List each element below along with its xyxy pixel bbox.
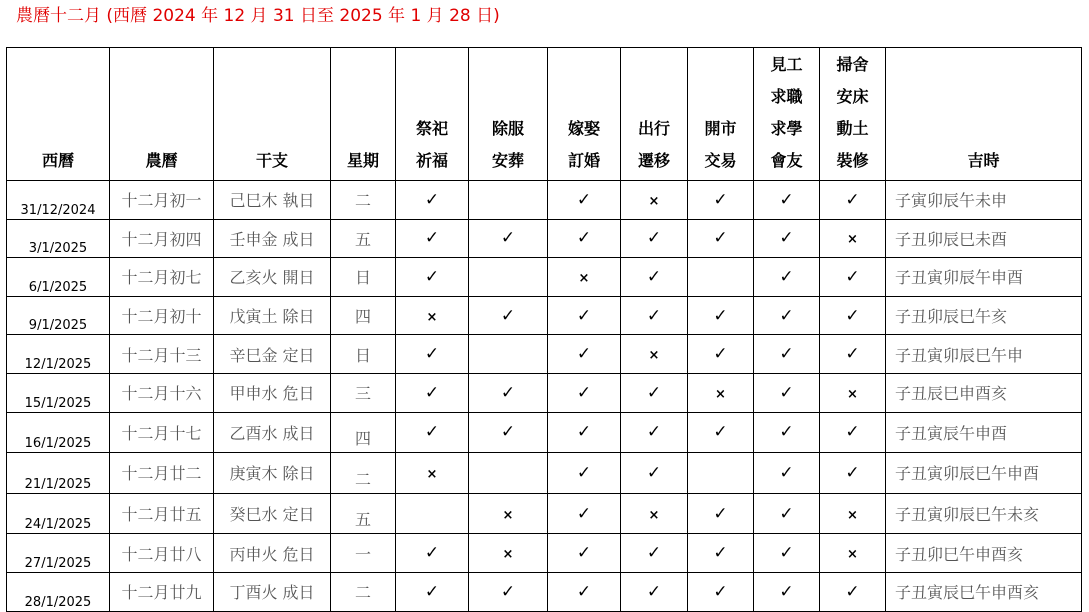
check-icon: ✓ bbox=[646, 228, 662, 249]
activity-cell bbox=[548, 296, 621, 335]
header-line: 求職 bbox=[770, 87, 803, 106]
activity-cell bbox=[820, 219, 886, 258]
activity-cell bbox=[621, 181, 688, 220]
activity-cell bbox=[688, 534, 754, 573]
check-icon: ✓ bbox=[424, 344, 440, 365]
check-icon: ✓ bbox=[424, 266, 440, 287]
activity-cell bbox=[396, 219, 469, 258]
header-line: 裝修 bbox=[836, 151, 869, 170]
gregorian-date-cell: 16/1/2025 bbox=[7, 412, 110, 453]
activity-cell bbox=[754, 572, 820, 611]
activity-cell bbox=[754, 373, 820, 412]
cross-icon: × bbox=[847, 547, 858, 563]
page-title: 農曆十二月 (西曆 2024 年 12 月 31 日至 2025 年 1 月 28 日) bbox=[16, 6, 500, 26]
activity-cell bbox=[396, 412, 469, 453]
header-lunar: 農曆 bbox=[110, 48, 214, 181]
lunar-date-cell: 十二月十三 bbox=[110, 335, 214, 374]
ganzhi-cell: 戊寅土 除日 bbox=[214, 296, 331, 335]
activity-cell bbox=[548, 258, 621, 297]
activity-cell bbox=[396, 534, 469, 573]
activity-cell bbox=[688, 335, 754, 374]
ganzhi-cell: 甲申水 危日 bbox=[214, 373, 331, 412]
check-icon: ✓ bbox=[845, 344, 860, 365]
table-row bbox=[7, 453, 1082, 494]
check-icon: ✓ bbox=[845, 189, 860, 210]
activity-cell bbox=[621, 412, 688, 453]
check-icon: ✓ bbox=[646, 305, 662, 326]
check-icon: ✓ bbox=[576, 382, 592, 403]
weekday-cell: 四 bbox=[331, 296, 396, 335]
header-weekday: 星期 bbox=[331, 48, 396, 181]
check-icon: ✓ bbox=[576, 228, 592, 249]
activity-cell bbox=[688, 572, 754, 611]
weekday-cell: 二 bbox=[331, 453, 396, 494]
activity-cell bbox=[396, 181, 469, 220]
check-icon: ✓ bbox=[779, 382, 794, 403]
check-icon: ✓ bbox=[500, 581, 516, 602]
gregorian-date-cell: 28/1/2025 bbox=[7, 572, 110, 611]
activity-cell bbox=[621, 258, 688, 297]
weekday-cell: 五 bbox=[331, 219, 396, 258]
activity-cell bbox=[754, 453, 820, 494]
header-business bbox=[688, 48, 754, 181]
cross-icon: × bbox=[847, 507, 858, 523]
check-icon: ✓ bbox=[713, 305, 728, 326]
activity-cell bbox=[396, 335, 469, 374]
header-line: 嫁娶 bbox=[567, 119, 600, 138]
activity-cell bbox=[548, 572, 621, 611]
check-icon: ✓ bbox=[646, 422, 662, 443]
lunar-date-cell: 十二月初十 bbox=[110, 296, 214, 335]
check-icon: ✓ bbox=[779, 581, 794, 602]
activity-cell bbox=[396, 493, 469, 534]
table-row bbox=[7, 534, 1082, 573]
auspicious-hours-cell: 子丑寅辰午申酉 bbox=[886, 412, 1082, 453]
cross-icon: × bbox=[578, 270, 590, 286]
header-house bbox=[820, 48, 886, 181]
check-icon: ✓ bbox=[576, 543, 592, 564]
activity-cell bbox=[688, 453, 754, 494]
gregorian-date-cell: 21/1/2025 bbox=[7, 453, 110, 494]
check-icon: ✓ bbox=[646, 462, 662, 483]
check-icon: ✓ bbox=[779, 422, 794, 443]
check-icon: ✓ bbox=[779, 266, 794, 287]
activity-cell bbox=[688, 412, 754, 453]
activity-cell bbox=[820, 572, 886, 611]
ganzhi-cell: 乙亥火 開日 bbox=[214, 258, 331, 297]
check-icon: ✓ bbox=[713, 503, 728, 524]
header-job bbox=[754, 48, 820, 181]
check-icon: ✓ bbox=[500, 305, 516, 326]
activity-cell bbox=[548, 219, 621, 258]
weekday-cell: 二 bbox=[331, 181, 396, 220]
cross-icon: × bbox=[648, 193, 660, 209]
check-icon: ✓ bbox=[845, 462, 860, 483]
table-row bbox=[7, 219, 1082, 258]
header-line: 祭祀 bbox=[415, 119, 448, 138]
header-marriage bbox=[548, 48, 621, 181]
activity-cell bbox=[820, 453, 886, 494]
table-row bbox=[7, 493, 1082, 534]
activity-cell bbox=[621, 534, 688, 573]
cross-icon: × bbox=[502, 507, 514, 523]
lunar-date-cell: 十二月十六 bbox=[110, 373, 214, 412]
ganzhi-cell: 丙申火 危日 bbox=[214, 534, 331, 573]
lunar-date-cell: 十二月廿九 bbox=[110, 572, 214, 611]
ganzhi-cell: 壬申金 成日 bbox=[214, 219, 331, 258]
check-icon: ✓ bbox=[779, 462, 794, 483]
header-mourning bbox=[469, 48, 548, 181]
activity-cell bbox=[469, 412, 548, 453]
activity-cell bbox=[621, 453, 688, 494]
activity-cell bbox=[621, 335, 688, 374]
check-icon: ✓ bbox=[779, 189, 794, 210]
activity-cell bbox=[396, 453, 469, 494]
cross-icon: × bbox=[426, 466, 438, 482]
weekday-cell: 三 bbox=[331, 373, 396, 412]
check-icon: ✓ bbox=[713, 189, 728, 210]
weekday-cell: 日 bbox=[331, 258, 396, 297]
auspicious-hours-cell: 子寅卯辰午未申 bbox=[886, 181, 1082, 220]
table-row bbox=[7, 572, 1082, 611]
ganzhi-cell: 癸巳水 定日 bbox=[214, 493, 331, 534]
activity-cell bbox=[754, 534, 820, 573]
activity-cell bbox=[688, 181, 754, 220]
check-icon: ✓ bbox=[646, 382, 662, 403]
activity-cell bbox=[548, 181, 621, 220]
check-icon: ✓ bbox=[779, 344, 794, 365]
activity-cell bbox=[548, 534, 621, 573]
gregorian-date-cell: 27/1/2025 bbox=[7, 534, 110, 573]
activity-cell bbox=[820, 534, 886, 573]
auspicious-hours-cell: 子丑卯辰巳未酉 bbox=[886, 219, 1082, 258]
check-icon: ✓ bbox=[713, 543, 728, 564]
activity-cell bbox=[396, 296, 469, 335]
auspicious-hours-cell: 子丑寅辰巳午申酉亥 bbox=[886, 572, 1082, 611]
check-icon: ✓ bbox=[576, 305, 592, 326]
activity-cell bbox=[621, 572, 688, 611]
cross-icon: × bbox=[502, 547, 514, 563]
lunar-date-cell: 十二月廿五 bbox=[110, 493, 214, 534]
gregorian-date-cell: 6/1/2025 bbox=[7, 258, 110, 297]
check-icon: ✓ bbox=[424, 581, 440, 602]
auspicious-hours-cell: 子丑寅卯辰巳午申酉 bbox=[886, 453, 1082, 494]
table-row bbox=[7, 335, 1082, 374]
almanac-table bbox=[6, 47, 1082, 612]
table-row bbox=[7, 412, 1082, 453]
check-icon: ✓ bbox=[576, 422, 592, 443]
check-icon: ✓ bbox=[713, 422, 728, 443]
activity-cell bbox=[469, 493, 548, 534]
check-icon: ✓ bbox=[646, 543, 662, 564]
lunar-date-cell: 十二月初四 bbox=[110, 219, 214, 258]
table-row bbox=[7, 258, 1082, 297]
ganzhi-cell: 丁酉火 成日 bbox=[214, 572, 331, 611]
lunar-date-cell: 十二月初七 bbox=[110, 258, 214, 297]
auspicious-hours-cell: 子丑寅卯辰午申酉 bbox=[886, 258, 1082, 297]
activity-cell bbox=[621, 373, 688, 412]
activity-cell bbox=[688, 493, 754, 534]
gregorian-date-cell: 15/1/2025 bbox=[7, 373, 110, 412]
auspicious-hours-cell: 子丑寅卯辰巳午未亥 bbox=[886, 493, 1082, 534]
auspicious-hours-cell: 子丑寅卯辰巳午申 bbox=[886, 335, 1082, 374]
lunar-date-cell: 十二月初一 bbox=[110, 181, 214, 220]
header-line: 安床 bbox=[836, 87, 869, 106]
check-icon: ✓ bbox=[845, 266, 860, 287]
header-line: 開市 bbox=[704, 119, 737, 138]
check-icon: ✓ bbox=[576, 344, 592, 365]
activity-cell bbox=[469, 572, 548, 611]
check-icon: ✓ bbox=[779, 543, 794, 564]
activity-cell bbox=[469, 258, 548, 297]
activity-cell bbox=[688, 296, 754, 335]
cross-icon: × bbox=[648, 507, 660, 523]
check-icon: ✓ bbox=[845, 581, 860, 602]
check-icon: ✓ bbox=[424, 422, 440, 443]
activity-cell bbox=[621, 219, 688, 258]
check-icon: ✓ bbox=[646, 581, 662, 602]
header-line: 除服 bbox=[491, 119, 524, 138]
ganzhi-cell: 己巳木 執日 bbox=[214, 181, 331, 220]
activity-cell bbox=[754, 335, 820, 374]
check-icon: ✓ bbox=[576, 189, 592, 210]
activity-cell bbox=[469, 181, 548, 220]
weekday-cell: 四 bbox=[331, 412, 396, 453]
header-hours: 吉時 bbox=[886, 48, 1082, 181]
activity-cell bbox=[754, 258, 820, 297]
auspicious-hours-cell: 子丑辰巳申酉亥 bbox=[886, 373, 1082, 412]
check-icon: ✓ bbox=[713, 344, 728, 365]
check-icon: ✓ bbox=[500, 228, 516, 249]
activity-cell bbox=[469, 534, 548, 573]
activity-cell bbox=[820, 493, 886, 534]
activity-cell bbox=[688, 258, 754, 297]
activity-cell bbox=[754, 219, 820, 258]
gregorian-date-cell: 24/1/2025 bbox=[7, 493, 110, 534]
activity-cell bbox=[754, 493, 820, 534]
header-line: 求學 bbox=[770, 119, 803, 138]
activity-cell bbox=[820, 181, 886, 220]
table-row bbox=[7, 373, 1082, 412]
activity-cell bbox=[820, 335, 886, 374]
lunar-date-cell: 十二月廿八 bbox=[110, 534, 214, 573]
header-line: 訂婚 bbox=[567, 151, 600, 170]
activity-cell bbox=[469, 219, 548, 258]
check-icon: ✓ bbox=[500, 382, 516, 403]
table-row bbox=[7, 181, 1082, 220]
check-icon: ✓ bbox=[576, 581, 592, 602]
check-icon: ✓ bbox=[845, 305, 860, 326]
header-travel bbox=[621, 48, 688, 181]
check-icon: ✓ bbox=[576, 462, 592, 483]
auspicious-hours-cell: 子丑卯巳午申酉亥 bbox=[886, 534, 1082, 573]
gregorian-date-cell: 12/1/2025 bbox=[7, 335, 110, 374]
header-ganzhi: 干支 bbox=[214, 48, 331, 181]
check-icon: ✓ bbox=[424, 189, 440, 210]
weekday-cell: 日 bbox=[331, 335, 396, 374]
header-line: 交易 bbox=[704, 151, 737, 170]
lunar-date-cell: 十二月十七 bbox=[110, 412, 214, 453]
activity-cell bbox=[548, 335, 621, 374]
activity-cell bbox=[820, 258, 886, 297]
cross-icon: × bbox=[847, 386, 858, 402]
check-icon: ✓ bbox=[500, 422, 516, 443]
activity-cell bbox=[621, 296, 688, 335]
activity-cell bbox=[396, 373, 469, 412]
activity-cell bbox=[469, 296, 548, 335]
weekday-cell: 一 bbox=[331, 534, 396, 573]
auspicious-hours-cell: 子丑卯辰巳午亥 bbox=[886, 296, 1082, 335]
activity-cell bbox=[820, 373, 886, 412]
activity-cell bbox=[754, 296, 820, 335]
activity-cell bbox=[688, 219, 754, 258]
header-gregorian: 西曆 bbox=[7, 48, 110, 181]
activity-cell bbox=[396, 258, 469, 297]
gregorian-date-cell: 3/1/2025 bbox=[7, 219, 110, 258]
weekday-cell: 五 bbox=[331, 493, 396, 534]
check-icon: ✓ bbox=[779, 503, 794, 524]
check-icon: ✓ bbox=[576, 503, 592, 524]
check-icon: ✓ bbox=[424, 228, 440, 249]
cross-icon: × bbox=[648, 348, 660, 364]
activity-cell bbox=[396, 572, 469, 611]
activity-cell bbox=[469, 373, 548, 412]
check-icon: ✓ bbox=[713, 581, 728, 602]
header-row bbox=[7, 48, 1082, 181]
check-icon: ✓ bbox=[424, 382, 440, 403]
cross-icon: × bbox=[426, 309, 438, 325]
gregorian-date-cell: 31/12/2024 bbox=[7, 181, 110, 220]
header-worship bbox=[396, 48, 469, 181]
check-icon: ✓ bbox=[713, 228, 728, 249]
header-line: 安葬 bbox=[491, 151, 524, 170]
activity-cell bbox=[548, 412, 621, 453]
activity-cell bbox=[688, 373, 754, 412]
ganzhi-cell: 辛巳金 定日 bbox=[214, 335, 331, 374]
header-line: 動土 bbox=[836, 119, 869, 138]
header-line: 祈福 bbox=[415, 151, 448, 170]
gregorian-date-cell: 9/1/2025 bbox=[7, 296, 110, 335]
check-icon: ✓ bbox=[845, 422, 860, 443]
activity-cell bbox=[754, 412, 820, 453]
cross-icon: × bbox=[715, 386, 726, 402]
activity-cell bbox=[548, 453, 621, 494]
check-icon: ✓ bbox=[646, 266, 662, 287]
activity-cell bbox=[754, 181, 820, 220]
lunar-date-cell: 十二月廿二 bbox=[110, 453, 214, 494]
header-line: 出行 bbox=[637, 119, 670, 138]
ganzhi-cell: 庚寅木 除日 bbox=[214, 453, 331, 494]
activity-cell bbox=[469, 335, 548, 374]
ganzhi-cell: 乙酉水 成日 bbox=[214, 412, 331, 453]
check-icon: ✓ bbox=[779, 305, 794, 326]
check-icon: ✓ bbox=[779, 228, 794, 249]
cross-icon: × bbox=[847, 232, 858, 248]
activity-cell bbox=[621, 493, 688, 534]
check-icon: ✓ bbox=[424, 543, 440, 564]
activity-cell bbox=[548, 493, 621, 534]
table-row bbox=[7, 296, 1082, 335]
header-line: 遷移 bbox=[637, 151, 670, 170]
activity-cell bbox=[820, 296, 886, 335]
header-line: 見工 bbox=[770, 55, 803, 74]
header-line: 掃舍 bbox=[836, 55, 869, 74]
activity-cell bbox=[469, 453, 548, 494]
weekday-cell: 二 bbox=[331, 572, 396, 611]
activity-cell bbox=[548, 373, 621, 412]
activity-cell bbox=[820, 412, 886, 453]
table-body bbox=[7, 181, 1082, 612]
header-line: 會友 bbox=[770, 151, 803, 170]
